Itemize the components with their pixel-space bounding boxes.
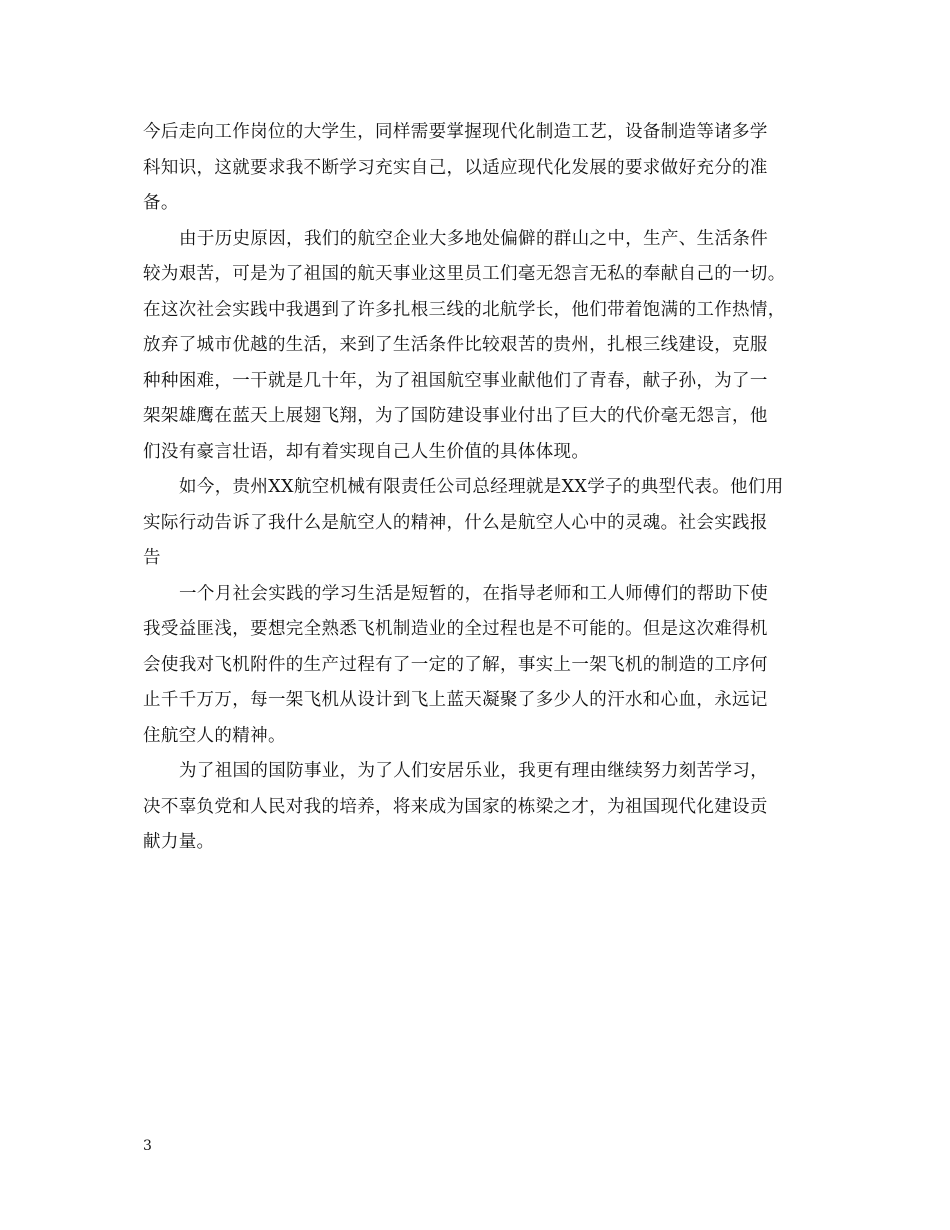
text-line: 决不辜负党和人民对我的培养，将来成为国家的栋梁之才，为祖国现代化建设贡 [143,796,768,817]
text-line: 会使我对飞机附件的生产过程有了一定的了解，事实上一架飞机的制造的工序何 [143,654,768,675]
text-line: 们没有豪言壮语，却有着实现自己人生价值的具体体现。 [143,441,590,462]
text-line: 今后走向工作岗位的大学生，同样需要掌握现代化制造工艺，设备制造等诸多学 [143,122,768,142]
text-line: 住航空人的精神。 [143,725,286,746]
paragraph-first-line: 由于历史原因，我们的航空企业大多地处偏僻的群山之中，生产、生活条件 [179,228,769,249]
page-number: 3 [143,1138,152,1154]
paragraph-first-line: 一个月社会实践的学习生活是短暂的，在指导老师和工人师傅们的帮助下使 [179,583,769,604]
text-line: 在这次社会实践中我遇到了许多扎根三线的北航学长，他们带着饱满的工作热情， [143,299,786,320]
text-line: 告 [143,548,161,568]
document-body [143,115,808,861]
paragraph-first-line: 如今，贵州XX航空机械有限责任公司总经理就是XX学子的典型代表。他们用 [179,477,784,497]
text-line: 放弃了城市优越的生活，来到了生活条件比较艰苦的贵州，扎根三线建设，克服 [143,335,768,355]
text-line: 科知识，这就要求我不断学习充实自己，以适应现代化发展的要求做好充分的准 [143,157,768,178]
paragraph-first-line: 为了祖国的国防事业，为了人们安居乐业，我更有理由继续努力刻苦学习， [179,761,769,781]
text-line: 种种困难，一干就是几十年，为了祖国航空事业献他们了青春，献子孙，为了一 [143,370,768,391]
text-line: 备。 [143,193,179,213]
text-line: 我受益匪浅，要想完全熟悉飞机制造业的全过程也是不可能的。但是这次难得机 [143,619,768,639]
text-line: 止千千万万，每一架飞机从设计到飞上蓝天凝聚了多少人的汗水和心血，永远记 [143,690,768,710]
text-line: 献力量。 [143,832,215,852]
text-line: 较为艰苦，可是为了祖国的航天事业这里员工们毫无怨言无私的奉献自己的一切。 [143,264,786,284]
text-line: 架架雄鹰在蓝天上展翅飞翔，为了国防建设事业付出了巨大的代价毫无怨言，他 [143,406,768,426]
text-line: 实际行动告诉了我什么是航空人的精神，什么是航空人心中的灵魂。社会实践报 [143,512,768,533]
